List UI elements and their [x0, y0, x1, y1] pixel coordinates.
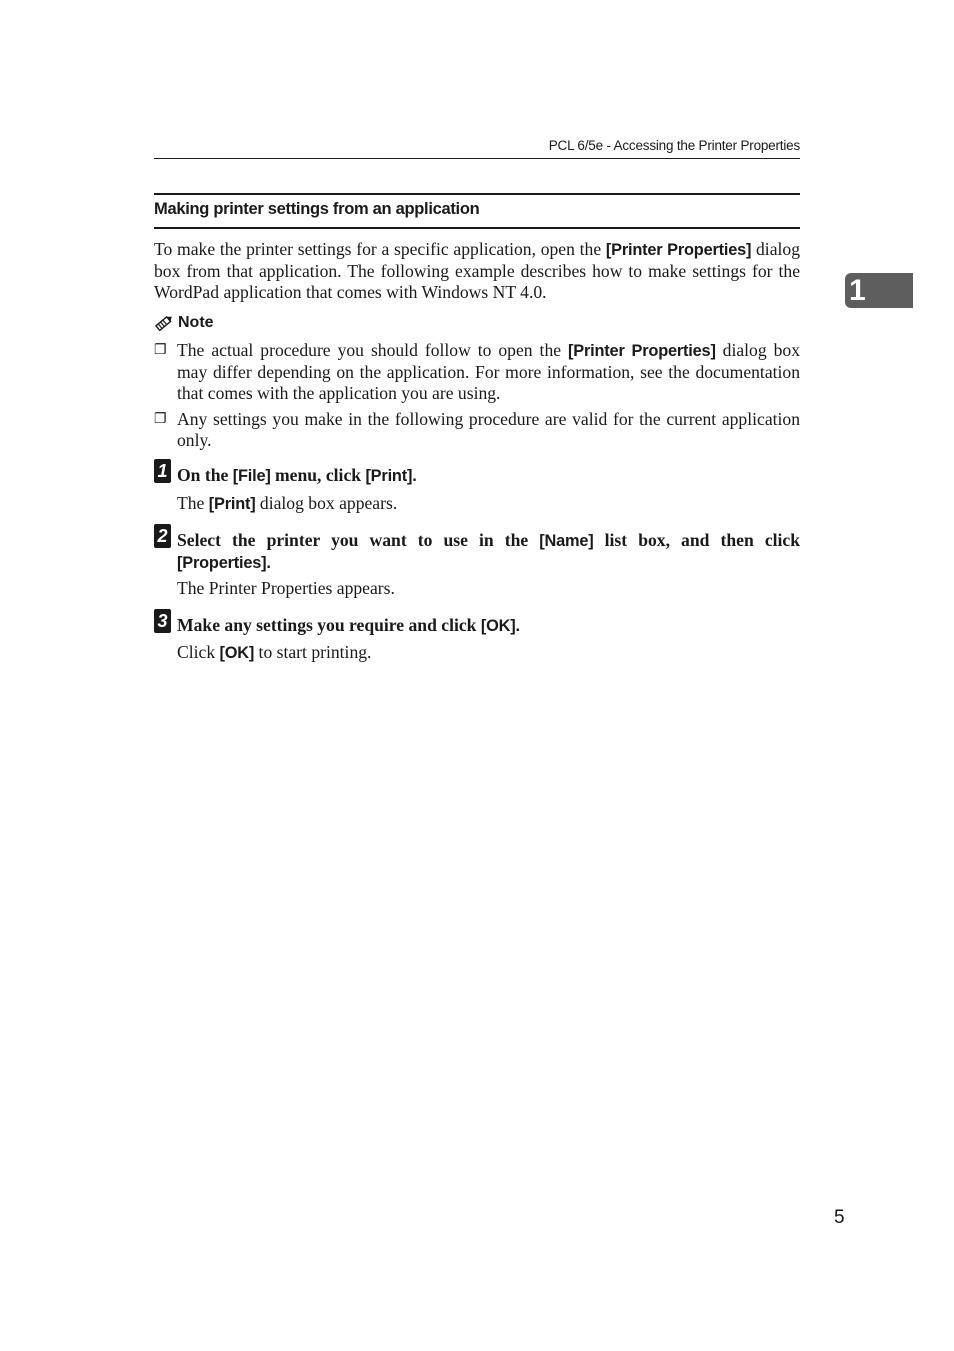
- section-title: Making printer settings from an application: [154, 200, 480, 218]
- step-1-number: 1: [154, 459, 171, 483]
- step-3-text-a: Make any settings you require and click: [177, 615, 481, 635]
- step-2-properties-ref: [Properties]: [177, 554, 267, 572]
- step-3-result-ok-ref: [OK]: [219, 644, 255, 662]
- step-3-result-b: to start printing.: [254, 642, 372, 662]
- step-2-period: .: [266, 554, 271, 572]
- note-heading: [154, 314, 214, 332]
- step-2-instruction: [177, 530, 800, 574]
- chapter-tab: 1: [845, 273, 913, 308]
- page-number: 5: [834, 1207, 845, 1228]
- step-1-print-ref: [Print]: [365, 467, 413, 485]
- step-1-result-print-ref: [Print]: [208, 495, 256, 513]
- note-bullet-2: ❐: [154, 412, 167, 427]
- step-2-text-b: list box, and then click: [593, 530, 800, 550]
- pencil-icon: [154, 314, 174, 332]
- step-3-ok-ref: [OK]: [480, 617, 516, 635]
- intro-paragraph: [154, 239, 800, 303]
- running-header: PCL 6/5e - Accessing the Printer Properties: [548, 138, 800, 153]
- step-3-result-a: Click: [177, 642, 220, 662]
- intro-text-2: dialog box from that application. The following example describes how to make settings for the WordPad application that comes with Windows NT 4.0.: [154, 239, 800, 302]
- note-1-text-1: The actual procedure you should follow to open the: [177, 340, 569, 360]
- step-3-result: [177, 642, 800, 664]
- step-1-result: [177, 493, 800, 515]
- note-item-1: [177, 340, 800, 404]
- step-2-result: The Printer Properties appears.: [177, 578, 395, 598]
- step-3-number: 3: [154, 609, 171, 633]
- step-2-number: 2: [154, 524, 171, 548]
- step-1-file-ref: [File]: [232, 467, 271, 485]
- section-top-rule: [154, 193, 800, 195]
- header-rule: [154, 158, 800, 159]
- step-2-name-ref: [Name]: [539, 532, 594, 550]
- note-label: Note: [178, 314, 214, 331]
- step-1-result-b: dialog box appears.: [255, 493, 398, 513]
- step-1-period: .: [412, 467, 417, 485]
- step-1-result-a: The: [177, 493, 209, 513]
- step-1-instruction: [177, 465, 800, 487]
- intro-text-1: To make the printer settings for a specific application, open the: [154, 239, 606, 259]
- step-2-text-a: Select the printer you want to use in the: [177, 530, 540, 550]
- step-3-period: .: [515, 617, 520, 635]
- step-1-text-a: On the: [177, 465, 233, 485]
- note-bullet-1: ❐: [154, 343, 167, 358]
- section-bottom-rule: [154, 227, 800, 229]
- step-1-text-b: menu, click: [270, 465, 366, 485]
- note-1-printer-properties-ref: [Printer Properties]: [568, 342, 716, 360]
- intro-printer-properties-ref: [Printer Properties]: [605, 241, 752, 259]
- step-3-instruction: [177, 615, 800, 637]
- note-1-text-2: dialog box may differ depending on the application. For more information, see the documentation that comes with the application you are using.: [177, 340, 801, 403]
- note-item-2: Any settings you make in the following procedure are valid for the current application only.: [177, 409, 800, 450]
